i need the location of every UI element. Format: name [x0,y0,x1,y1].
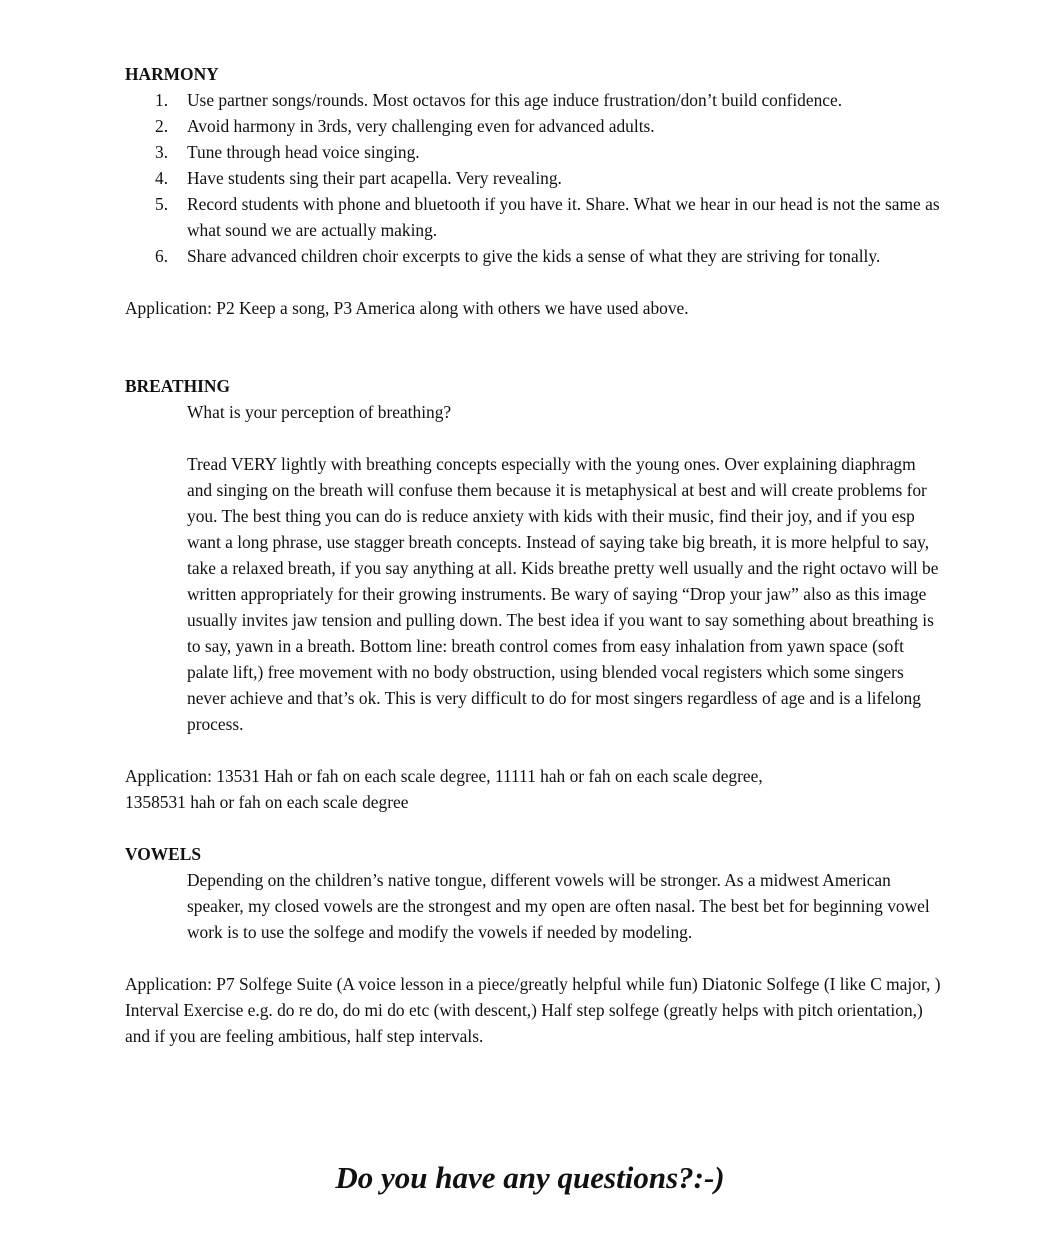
list-number: 5. [155,194,169,214]
breathing-application-line-2: 1358531 hah or fah on each scale degree [125,792,409,812]
list-number: 4. [155,168,169,188]
breathing-question: What is your perception of breathing? [187,402,452,422]
list-text: Avoid harmony in 3rds, very challenging even for advanced adults. [187,116,655,136]
list-item [125,165,945,191]
vowels-heading: VOWELS [125,844,201,864]
vowels-body: Depending on the children’s native tongue, different vowels will be stronger. As a midwest American speaker, my closed vowels are the strongest and my open are often nasal. The best bet for beginning vowel work is to use the solfege and modify the vowels if needed by modeling. [187,870,930,942]
spacer [125,945,945,971]
breathing-heading: BREATHING [125,376,231,396]
list-text: Use partner songs/rounds. Most octavos for this age induce frustration/don’t build confidence. [187,90,843,110]
list-item [125,113,945,139]
list-item [125,191,945,243]
harmony-list [125,87,945,269]
spacer [125,737,945,763]
document-page [125,61,945,1049]
list-item [125,243,945,269]
vowels-application: Application: P7 Solfege Suite (A voice lesson in a piece/greatly helpful while fun) Diatonic Solfege (I like C major, ) Interval Exercise e.g. do re do, do mi do etc (with descent,) Half step solfege (greatly helps with pitch orientation,) and if you are feeling ambitious, half step intervals. [125,974,941,1046]
breathing-section [125,373,945,815]
spacer [125,815,945,841]
harmony-application: Application: P2 Keep a song, P3 America along with others we have used above. [125,298,689,318]
spacer [125,321,945,373]
vowels-section [125,841,945,1049]
list-number: 2. [155,116,169,136]
list-number: 3. [155,142,169,162]
breathing-application-line-1: Application: 13531 Hah or fah on each scale degree, 11111 hah or fah on each scale degree, [125,766,763,786]
spacer [125,269,945,295]
list-number: 6. [155,246,169,266]
breathing-body: Tread VERY lightly with breathing concepts especially with the young ones. Over explaining diaphragm and singing on the breath will confuse them because it is metaphysical at best and will create problems for you. The best thing you can do is reduce anxiety with kids with their music, find their joy, and if you esp want a long phrase, use stagger breath concepts. Instead of saying take big breath, it is more helpful to say, take a relaxed breath, if you say anything at all. Kids breathe pretty well usually and the right octavo will be written appropriately for their growing instruments. Be wary of saying “Drop your jaw” also as this image usually invites jaw tension and pulling down. The best idea if you want to say something about breathing is to say, yawn in a breath. Bottom line: breath control comes from easy inhalation from yawn space (soft palate lift,) free movement with no body obstruction, using blended vocal registers which some singers never achieve and that’s ok. This is very difficult to do for most singers regardless of age and is a lifelong process. [187,454,939,734]
list-text: Have students sing their part acapella. Very revealing. [187,168,562,188]
list-item [125,87,945,113]
spacer [125,425,945,451]
list-text: Tune through head voice singing. [187,142,420,162]
harmony-heading: HARMONY [125,64,219,84]
closing-question: Do you have any questions?:-) [335,1160,725,1195]
list-item [125,139,945,165]
list-text: Record students with phone and bluetooth if you have it. Share. What we hear in our head is not the same as what sound we are actually making. [187,194,940,240]
list-number: 1. [155,90,169,110]
list-text: Share advanced children choir excerpts to give the kids a sense of what they are striving for tonally. [187,246,881,266]
harmony-section [125,61,945,321]
